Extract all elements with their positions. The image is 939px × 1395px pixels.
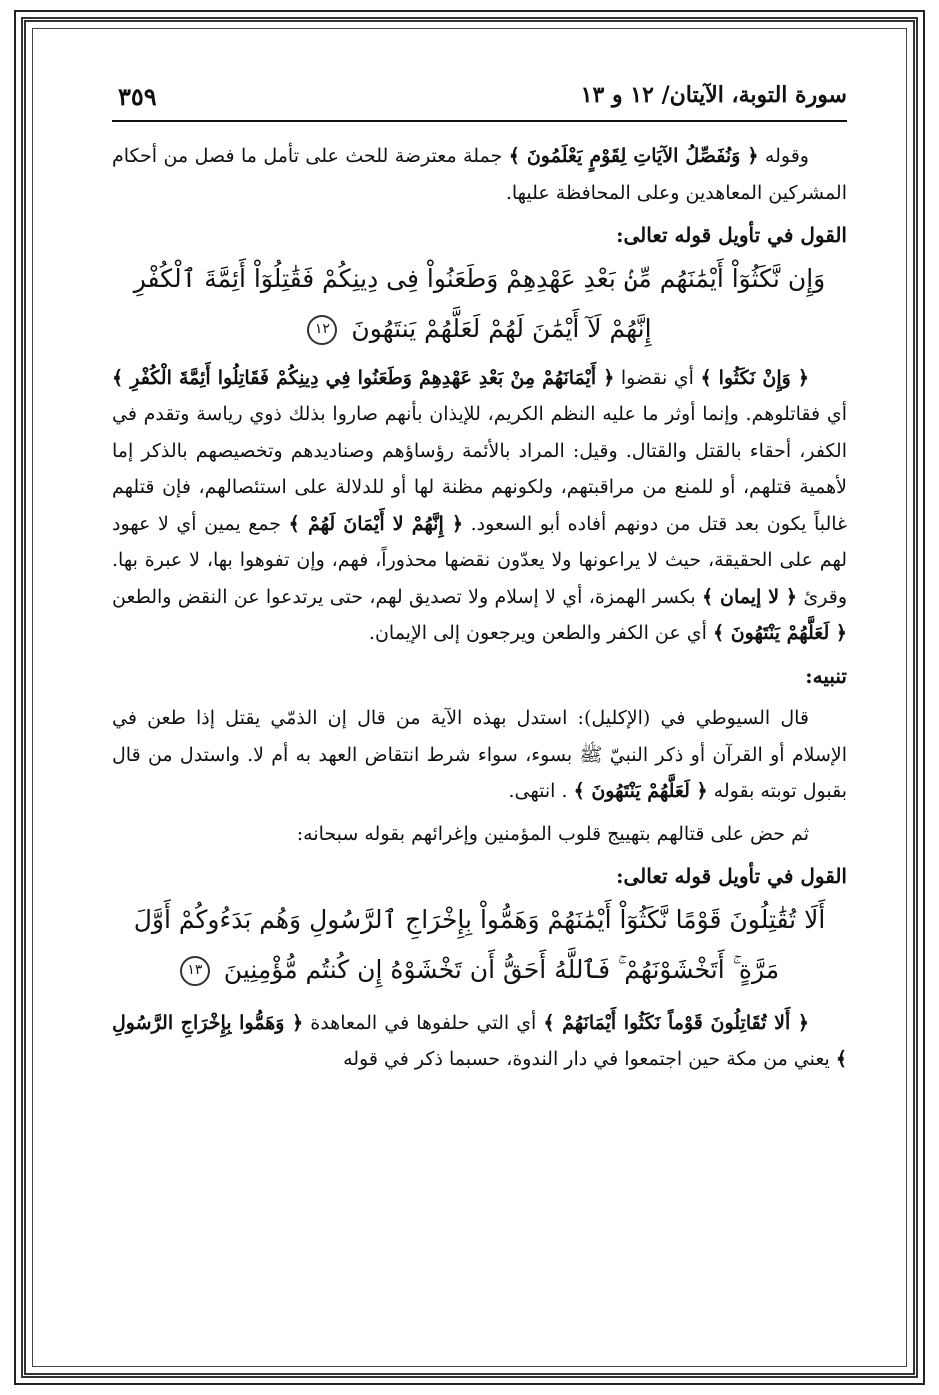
verse-13	[112, 895, 847, 995]
verse-number-marker: ١٣	[180, 956, 210, 986]
quran-quote: ﴿ وَإِنْ نَكَثُوا ﴾	[700, 366, 809, 389]
paragraph-tafsir-12	[112, 360, 847, 652]
paragraph-text: قال السيوطي في (الإكليل): استدل بهذه الآية من قال إن الذمّي يقتل إذا طعن في الإسلام أو القرآن أو ذكر النبيّ ﷺ بسوء، سواء شرط انتقاض العهد به أم لا. واستدل من قال بقبول توبته بقوله	[112, 707, 847, 802]
page-body	[112, 138, 847, 1078]
paragraph-text: أي فقاتلوهم. وإنما أوثر ما عليه النظم الكريم، للإيذان بأنهم صاروا بذلك ذوي رياسة وتقدم في الكفر، أحقاء بالقتل والقتال. وقيل: المراد بالأئمة رؤساؤهم وصناديدهم وتخصيصهم بالذكر إما لأهمية قتلهم، أو للمنع من مراقبتهم، ولكونهم مظنة لها أو للدلالة على استئصالهم، فإن قتلهم غالباً يكون بعد قتل من دونهم أفاده أبو السعود.	[112, 403, 847, 535]
quran-quote: ﴿ أَيْمَانَهُمْ مِنْ بَعْدِ عَهْدِهِمْ وَطَعَنُوا فِي دِينِكُمْ فَقَاتِلُوا أَئِمَّةَ الْكُفْرِ ﴾	[112, 366, 615, 389]
verse-text: وَإِن نَّكَثُوٓاْ أَيْمَٰنَهُم مِّنۢ بَعْدِ عَهْدِهِمْ وَطَعَنُواْ فِى دِينِكُمْ فَقَٰتِلُوٓاْ أَئِمَّةَ ٱلْكُفْرِ إِنَّهُمْ لَآ أَيْمَٰنَ لَهُمْ لَعَلَّهُمْ يَنتَهُونَ	[133, 263, 826, 343]
paragraph-intro	[112, 138, 847, 211]
paragraph-transition: ثم حض على قتالهم بتهييج قلوب المؤمنين وإغرائهم بقوله سبحانه:	[296, 822, 809, 845]
section-heading-1: القول في تأويل قوله تعالى:	[616, 223, 847, 247]
paragraph-text: جملة معترضة للحث على تأمل ما فصل من أحكام المشركين المعاهدين وعلى المحافظة عليها.	[112, 145, 847, 204]
verse-number-marker: ١٢	[307, 315, 337, 345]
quran-quote: ﴿ لا إيمان ﴾	[701, 585, 798, 608]
paragraph-text: يعني من مكة حين اجتمعوا في دار الندوة، حسبما ذكر في قوله	[343, 1048, 836, 1070]
section-heading-2: القول في تأويل قوله تعالى:	[616, 864, 847, 888]
paragraph-text: . انتهى.	[508, 780, 574, 802]
page-number: ٣٥٩	[118, 82, 157, 111]
running-header	[112, 80, 847, 122]
quran-quote: ﴿ وَهَمُّوا بِإِخْرَاجِ الرَّسُولِ ﴾	[112, 1011, 847, 1070]
paragraph-text: أي نقضوا	[614, 366, 701, 389]
quran-quote: ﴿ لَعَلَّهُمْ يَنْتَهُونَ ﴾	[712, 622, 847, 644]
paragraph-text: بكسر الهمزة، أي لا إسلام ولا تصديق لهم، حتى يرتدعوا عن النقض والطعن	[112, 585, 702, 608]
paragraph-text: أي التي حلفوها في المعاهدة	[303, 1011, 544, 1034]
paragraph-tanbih	[112, 700, 847, 810]
tanbih-heading: تنبيه:	[805, 663, 847, 688]
header-title: سورة التوبة، الآيتان/ ١٢ و ١٣	[580, 82, 847, 108]
paragraph-tafsir-13	[112, 1005, 847, 1078]
verse-12	[112, 254, 847, 354]
quran-quote: ﴿ وَنُفَصِّلُ الآيَاتِ لِقَوْمٍ يَعْلَمُونَ ﴾	[508, 145, 759, 167]
quran-quote: ﴿ إِنَّهُمْ لا أَيْمَانَ لَهُمْ ﴾	[288, 512, 464, 535]
quran-quote: ﴿ أَلا تُقَاتِلُونَ قَوْماً نَكَثُوا أَيْمَانَهُمْ ﴾	[543, 1011, 810, 1034]
paragraph-text: وقوله	[758, 145, 809, 167]
paragraph-text: جمع يمين أي لا عهود لهم على الحقيقة، حيث لا يراعونها ولا يعدّون نقضها محذوراً، فهم، وإن تفوهوا بها، لا عبرة بها. وقرئ	[112, 512, 848, 608]
quran-quote: ﴿ لَعَلَّهُمْ يَنْتَهُونَ ﴾	[573, 780, 708, 802]
paragraph-text: أي عن الكفر والطعن ويرجعون إلى الإيمان.	[368, 622, 713, 644]
verse-text: أَلَا تُقَٰتِلُونَ قَوْمًا نَّكَثُوٓاْ أَيْمَٰنَهُمْ وَهَمُّواْ بِإِخْرَاجِ ٱلرَّسُولِ وَهُم بَدَءُوكُمْ أَوَّلَ مَرَّةٍ ۚ أَتَخْشَوْنَهُمْ ۚ فَٱللَّهُ أَحَقُّ أَن تَخْشَوْهُ إِن كُنتُم مُّؤْمِنِينَ	[133, 904, 826, 984]
